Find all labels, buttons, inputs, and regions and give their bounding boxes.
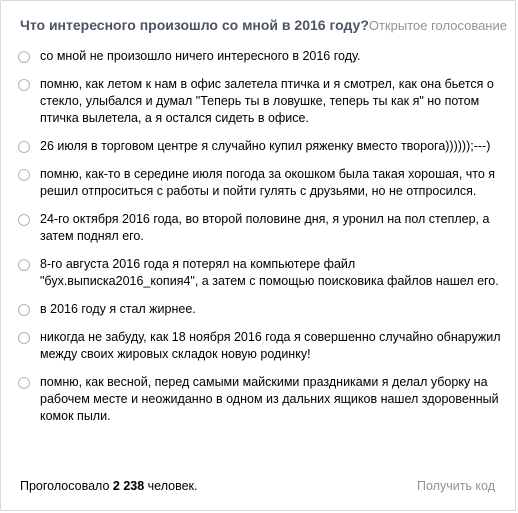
option-text: помню, как летом к нам в офис залетела птичка и я смотрел, как она бьется о стекло, улыбался и думал "Теперь ты в ловушке, теперь ты как я" но потом птичка вылетела, а я остался сидеть в офисе. [40,77,494,125]
poll-option-7[interactable] [18,301,501,318]
poll-option-8[interactable] [18,329,501,363]
vote-count-suffix: человек. [147,479,198,493]
radio-button[interactable] [18,332,30,344]
poll-option-1[interactable] [18,48,501,65]
radio-button[interactable] [18,141,30,153]
vote-count-number: 2 238 [112,479,145,493]
radio-button[interactable] [18,259,30,271]
option-text: со мной не произошло ничего интересного в 2016 году. [40,49,361,63]
radio-button[interactable] [18,304,30,316]
option-text: никогда не забуду, как 18 ноября 2016 года я совершенно случайно обнаружил между своих жировых складок новую родинку! [40,330,501,361]
vote-count [20,479,198,493]
option-text: в 2016 году я стал жирнее. [40,302,196,316]
option-text: 8-го августа 2016 года я потерял на компьютере файл "бух.выписка2016_копия4", а затем с помощью поисковика файлов нашел его. [40,257,499,288]
radio-button[interactable] [18,51,30,63]
vote-count-prefix: Проголосовало [20,479,110,493]
poll-type-label: Открытое голосование [368,17,507,33]
radio-button[interactable] [18,214,30,226]
get-code-link[interactable]: Получить код [417,479,495,493]
option-text: помню, как весной, перед самыми майскими праздниками я делал уборку на рабочем месте и неожиданно в одном из дальних ящиков нашел здоровенный комок пыли. [40,375,499,423]
poll-option-9[interactable] [18,374,501,425]
poll-option-3[interactable] [18,138,501,155]
option-text: помню, как-то в середине июля погода за окошком была такая хорошая, что я решил отпроситься с работы и пойти гулять с друзьями, но не отпросился. [40,167,496,198]
radio-button[interactable] [18,377,30,389]
poll-question: Что интересного произошло со мной в 2016 году? [20,17,369,33]
poll-option-6[interactable] [18,256,501,290]
option-text: 26 июля в торговом центре я случайно купил ряженку вместо творога))))));---) [40,139,491,153]
poll-option-2[interactable] [18,76,501,127]
poll-option-5[interactable] [18,211,501,245]
poll-option-4[interactable] [18,166,501,200]
poll-options [18,48,501,436]
radio-button[interactable] [18,169,30,181]
poll-footer [20,479,495,493]
radio-button[interactable] [18,79,30,91]
poll-header [20,14,507,36]
option-text: 24-го октября 2016 года, во второй половине дня, я уронил на пол степлер, а затем поднял его. [40,212,490,243]
